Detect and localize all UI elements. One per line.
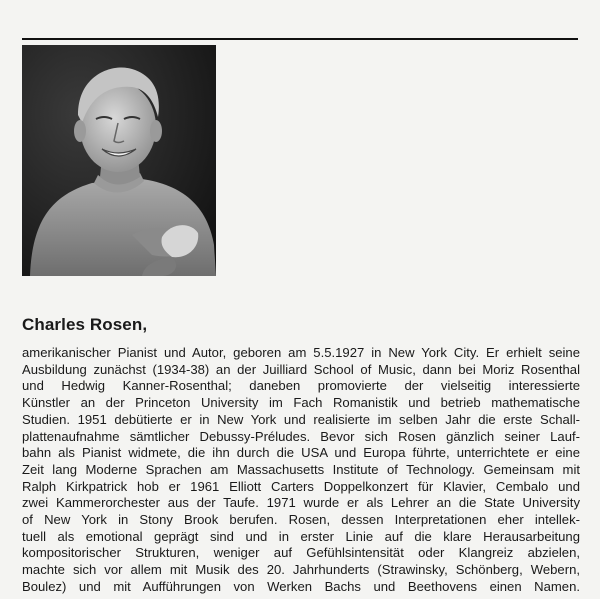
bio-line: tuell als emotional geprägt sind und in erster Linie auf die klare Herausarbeitung [22,528,580,544]
bio-line: und Hedwig Kanner-Rosenthal; daneben promovierte der vielseitig interessierte [22,378,580,394]
bio-line: plattenaufnahme sämtlicher Debussy-Préludes. Bevor sich Rosen gänzlich seiner Lauf- [22,428,580,444]
bio-line: Ralph Kirkpatrick hob er 1961 Elliott Carters Doppelkonzert für Klavier, Cembalo und [22,478,580,494]
bio-line: bahn als Pianist widmete, die ihn durch die USA und Europa führte, unterrichtete er eine [22,445,580,461]
bio-line: Ausbildung zunächst (1934-38) an der Juilliard School of Music, dann bei Moriz Rosenthal [22,361,580,377]
bio-line: of New York in Stony Brook berufen. Rosen, dessen Interpretationen eher intellek- [22,512,580,528]
biography-text [22,345,580,596]
bio-line: zwei Kammerorchester aus der Taufe. 1971 wurde er als Lehrer an die State University [22,495,580,511]
bio-line: Boulez) und mit Aufführungen von Werken Bachs und Beethovens einen Namen. [22,578,580,594]
bio-line: Künstler an der Princeton University im Fach Romanistik und betrieb mathematische [22,395,580,411]
bio-line: kompositorischer Strukturen, weniger auf Gefühlsintensität oder Klangreiz abzielen, [22,545,580,561]
bio-line: machte sich vor allem mit Musik des 20. Jahrhunderts (Strawinsky, Schönberg, Webern, [22,562,580,578]
top-divider-rule [22,38,578,40]
heading-name: Charles Rosen, [22,315,148,334]
bio-line: amerikanischer Pianist und Autor, geboren am 5.5.1927 in New York City. Er erhielt seine [22,345,580,360]
portrait-photo [22,45,216,276]
bio-line: Studien. 1951 debütierte er in New York und realisierte im selben Jahr die erste Schall- [22,411,580,427]
bio-line: Zeit lang Moderne Sprachen am Massachusetts Institute of Technology. Gemeinsam mit [22,461,580,477]
